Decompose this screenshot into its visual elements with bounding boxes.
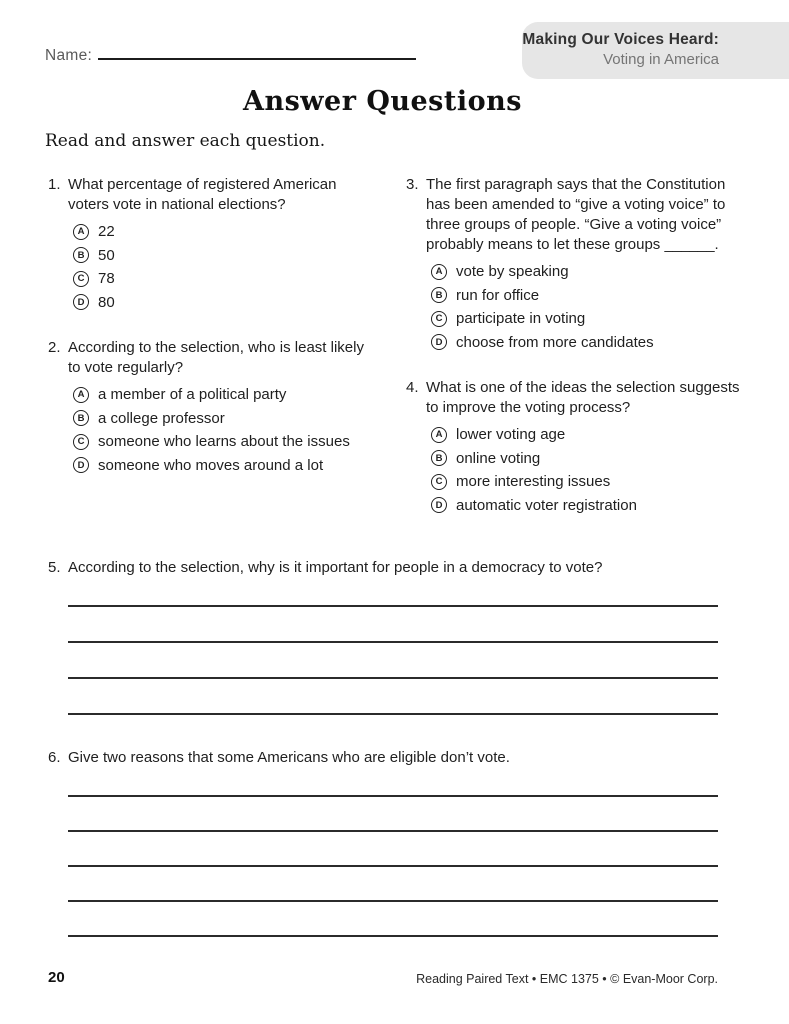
page-title: Answer Questions (243, 86, 522, 117)
option-letter-circle: A (431, 264, 447, 280)
name-blank-line (98, 46, 416, 60)
answer-line (68, 797, 718, 832)
option-letter-circle: D (73, 294, 89, 310)
option-b (73, 244, 366, 268)
question-number: 2. (48, 339, 61, 356)
option-c (73, 430, 366, 454)
question-text: What percentage of registered American voters vote in national elections? (68, 176, 337, 213)
question-number: 6. (48, 749, 61, 766)
option-letter-circle: C (73, 434, 89, 450)
answer-line (68, 607, 718, 643)
badge-title: Making Our Voices Heard: (522, 31, 719, 48)
answer-line (68, 643, 718, 679)
footer-credit: Reading Paired Text • EMC 1375 • © Evan-Moor Corp. (416, 972, 718, 986)
answer-line (68, 679, 718, 715)
option-text: 78 (98, 270, 115, 288)
option-text: participate in voting (456, 310, 586, 328)
question-number: 5. (48, 559, 61, 576)
question-text: According to the selection, why is it important for people in a democracy to vote? (68, 559, 603, 576)
option-text: online voting (456, 449, 541, 467)
badge-subtitle: Voting in America (603, 51, 719, 68)
question-number: 3. (406, 176, 419, 193)
option-a (431, 423, 748, 447)
option-d (73, 454, 366, 478)
option-text: vote by speaking (456, 263, 569, 281)
name-label: Name: (45, 47, 93, 64)
answer-line (68, 832, 718, 867)
option-d (73, 291, 366, 315)
option-a (73, 220, 366, 244)
option-a (73, 383, 366, 407)
option-c (73, 267, 366, 291)
option-b (431, 284, 748, 308)
answer-line (68, 867, 718, 902)
answer-line (68, 768, 718, 797)
option-text: lower voting age (456, 426, 566, 444)
question-2 (48, 338, 390, 477)
option-letter-circle: B (431, 450, 447, 466)
question-text: Give two reasons that some Americans who are eligible don’t vote. (68, 749, 510, 766)
options-list (426, 260, 748, 354)
instructions: Read and answer each question. (45, 131, 326, 151)
answer-line (68, 578, 718, 607)
question-6 (48, 748, 738, 937)
option-text: 50 (98, 246, 115, 264)
option-b (73, 407, 366, 431)
option-text: more interesting issues (456, 473, 611, 491)
option-letter-circle: B (73, 247, 89, 263)
questions-column-right (406, 175, 761, 541)
option-text: a college professor (98, 409, 225, 427)
unit-badge (522, 22, 789, 79)
options-list (426, 423, 748, 517)
option-text: run for office (456, 286, 540, 304)
option-letter-circle: C (431, 474, 447, 490)
option-text: 22 (98, 223, 115, 241)
question-text: According to the selection, who is least likely to vote regularly? (68, 339, 364, 376)
question-text: The first paragraph says that the Constitution has been amended to “give a voting voice” to three groups of people. “Give a voting voice” probably means to let these groups ______. (426, 176, 726, 253)
option-text: automatic voter registration (456, 496, 637, 514)
option-d (431, 494, 748, 518)
option-letter-circle: A (73, 387, 89, 403)
options-list (68, 220, 366, 314)
answer-lines (68, 768, 718, 937)
option-letter-circle: D (431, 334, 447, 350)
option-letter-circle: A (431, 427, 447, 443)
option-d (431, 331, 748, 355)
option-text: someone who moves around a lot (98, 456, 324, 474)
option-letter-circle: A (73, 224, 89, 240)
question-1 (48, 175, 390, 314)
option-c (431, 307, 748, 331)
question-number: 1. (48, 176, 61, 193)
question-text: What is one of the ideas the selection suggests to improve the voting process? (426, 379, 740, 416)
option-a (431, 260, 748, 284)
option-letter-circle: C (431, 311, 447, 327)
option-text: someone who learns about the issues (98, 433, 350, 451)
option-letter-circle: D (73, 457, 89, 473)
option-b (431, 447, 748, 471)
option-letter-circle: C (73, 271, 89, 287)
options-list (68, 383, 366, 477)
question-5 (48, 558, 738, 715)
option-text: 80 (98, 293, 115, 311)
option-letter-circle: B (431, 287, 447, 303)
option-text: a member of a political party (98, 386, 287, 404)
option-letter-circle: D (431, 497, 447, 513)
answer-lines (68, 578, 718, 715)
question-number: 4. (406, 379, 419, 396)
questions-column-left (48, 175, 390, 501)
answer-line (68, 902, 718, 937)
option-letter-circle: B (73, 410, 89, 426)
option-text: choose from more candidates (456, 333, 654, 351)
option-c (431, 470, 748, 494)
question-4 (406, 378, 761, 517)
page-number: 20 (48, 969, 65, 986)
question-3 (406, 175, 761, 354)
name-row (45, 46, 416, 65)
